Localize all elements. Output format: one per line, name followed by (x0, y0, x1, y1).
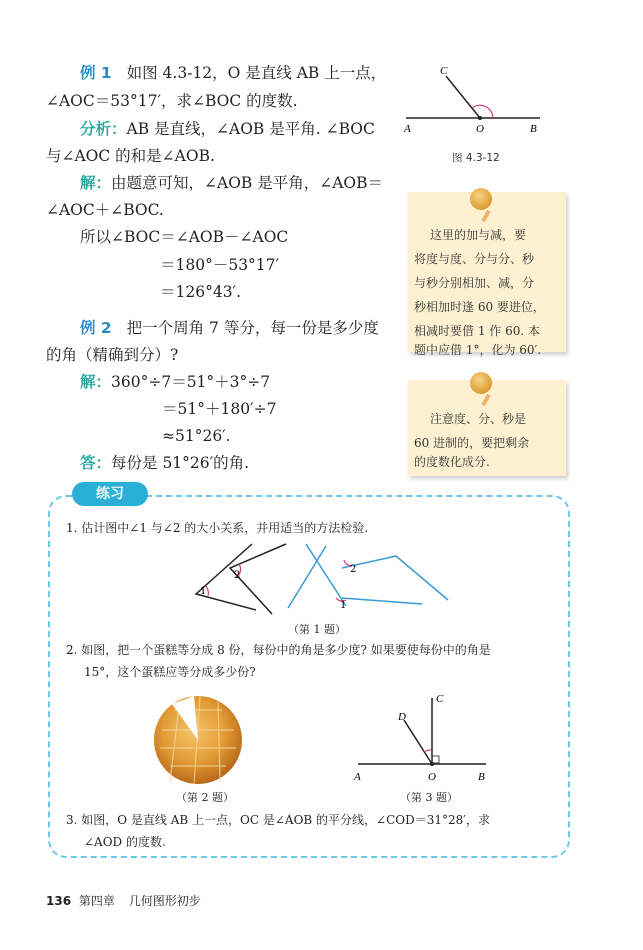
practice-tab: 练习 (72, 482, 148, 506)
example2-answer-row (80, 456, 249, 472)
label-o: O (476, 123, 484, 135)
example2-line1 (80, 321, 379, 337)
page-number: 136 (46, 894, 72, 908)
note2-line2: 60 进制的，要把剩余 (414, 436, 530, 450)
answer-text: 每份是 51°26′的角. (111, 454, 250, 472)
q1-label-2: 2 (234, 570, 241, 581)
calc-line2: ＝180°－53°17′ (160, 256, 280, 274)
q3-label-b: B (478, 771, 485, 783)
example2-text2: 的角（精确到分）? (46, 346, 179, 364)
note2-line1: 注意度、分、秒是 (430, 412, 527, 426)
note2-line3: 的度数化成分. (414, 455, 490, 469)
page-footer (46, 892, 201, 909)
example1-label: 例 1 (80, 64, 112, 82)
example2-solution-label: 解： (80, 373, 112, 391)
q1-label-blue-1: 1 (340, 600, 347, 611)
example1-text1: 如图 4.3-12，O 是直线 AB 上一点， (126, 64, 387, 82)
q2-caption: （第 2 题） (176, 791, 234, 804)
chapter-title: 几何图形初步 (128, 894, 201, 908)
label-b: B (530, 123, 537, 135)
q1-label-blue-2: 2 (350, 564, 357, 575)
figure-angle-aoc (400, 62, 550, 142)
note1-line6: 题中应借 1°，化为 60′. (414, 343, 542, 357)
example2-calc3: ≈51°26′. (162, 427, 231, 445)
angle-1-lines (196, 544, 256, 610)
q1-figure (186, 538, 456, 618)
point-o (478, 116, 482, 120)
analysis-label: 分析： (80, 120, 127, 138)
q1-label-1: 1 (200, 586, 207, 597)
question-3-line2: ∠AOD 的度数. (84, 835, 166, 849)
figure-caption: 图 4.3-12 (452, 152, 500, 164)
ray-oc (446, 76, 480, 118)
example1-line1 (80, 66, 386, 82)
label-a: A (404, 123, 411, 135)
blue-line-d (342, 598, 422, 604)
question-3-line1: 3. 如图，O 是直线 AB 上一点，OC 是∠AOB 的平分线，∠COD＝31°28′，求 (66, 813, 491, 827)
q3-label-c: C (436, 693, 444, 705)
q3-label-o: O (428, 771, 436, 783)
example2-solution-row (80, 375, 270, 391)
note1-line4: 秒相加时逢 60 要进位， (414, 300, 545, 314)
answer-label: 答： (80, 454, 112, 472)
q3-label-d: D (398, 711, 406, 723)
q3-label-a: A (354, 771, 361, 783)
example2-label: 例 2 (80, 319, 112, 337)
pin-icon (470, 372, 492, 394)
blue-line-b (342, 556, 448, 600)
q1-caption: （第 1 题） (288, 623, 346, 636)
note1-line2: 将度与度、分与分、秒 (414, 252, 535, 266)
chapter-label: 第四章 (78, 894, 115, 908)
cake-image (150, 690, 246, 786)
example1-solution-row1 (80, 176, 383, 192)
example2-calc1: 360°÷7＝51°＋3°÷7 (111, 373, 271, 391)
solution-text2: ∠AOC＋∠BOC. (46, 201, 164, 219)
example1-line2: ∠AOC＝53°17′，求∠BOC 的度数. (46, 92, 298, 110)
note1-line1: 这里的加与减，要 (430, 228, 527, 242)
analysis-text1: AB 是直线，∠AOB 是平角. ∠BOC (126, 120, 375, 138)
q3-arc (424, 750, 432, 752)
question-1: 1. 估计图中∠1 与∠2 的大小关系，并用适当的方法检验. (66, 521, 369, 535)
q3-caption: （第 3 题） (400, 791, 458, 804)
question-2-line2: 15°，这个蛋糕应等分成多少份? (84, 665, 256, 679)
label-c: C (440, 65, 448, 77)
question-2-line1: 2. 如图，把一个蛋糕等分成 8 份，每份中的角是多少度? 如果要使每份中的角是 (66, 643, 491, 657)
calc-line1: 所以∠BOC＝∠AOB－∠AOC (80, 228, 289, 246)
pin-icon (470, 188, 492, 210)
q3-point-o (430, 762, 434, 766)
analysis-text2: 与∠AOC 的和是∠AOB. (46, 147, 215, 165)
solution-text1: 由题意可知，∠AOB 是平角，∠AOB＝ (111, 174, 384, 192)
blue-line-a (306, 544, 346, 606)
q3-ray-od (404, 720, 432, 764)
note1-line5: 相减时要借 1 作 60. 本 (414, 324, 540, 338)
example2-text1: 把一个周角 7 等分，每一份是多少度 (126, 319, 379, 337)
example2-calc2: ＝51°＋180′÷7 (162, 400, 277, 418)
q3-right-angle (432, 756, 439, 763)
solution-label: 解： (80, 174, 112, 192)
blue-line-c (288, 546, 326, 608)
calc-line3: ＝126°43′. (160, 283, 242, 301)
note1-line3: 与秒分别相加、减，分 (414, 276, 535, 290)
example1-analysis-row1 (80, 122, 375, 138)
q3-figure (352, 690, 494, 786)
